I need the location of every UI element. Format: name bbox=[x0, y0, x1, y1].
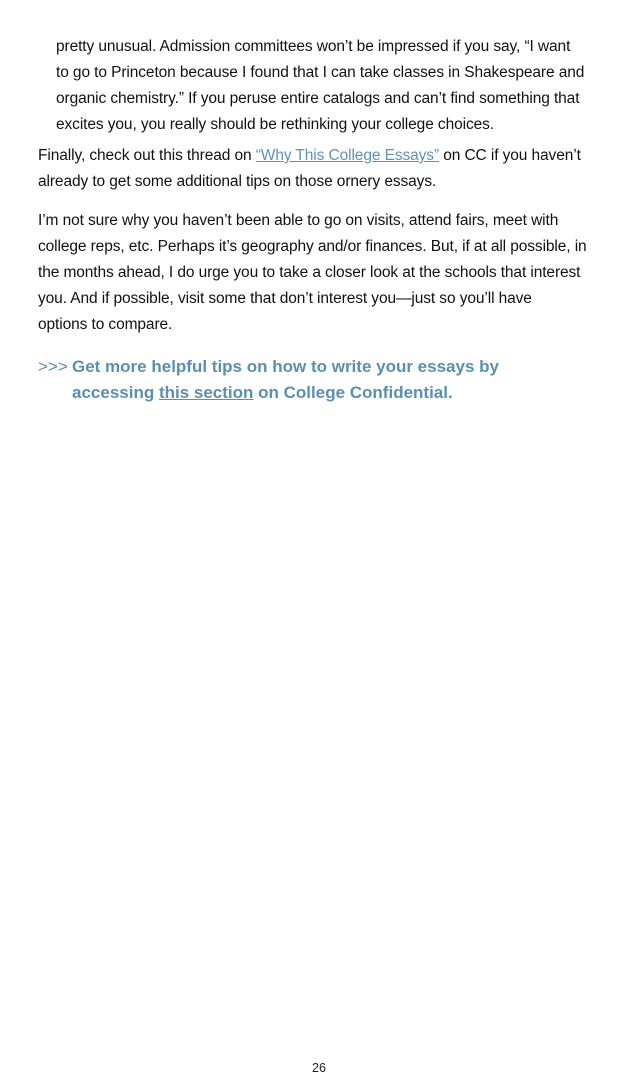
why-this-college-essays-link[interactable]: “Why This College Essays” bbox=[255, 147, 439, 164]
text-fragment: Finally, check out this thread on bbox=[38, 147, 256, 164]
cta-text: accessing bbox=[72, 383, 159, 402]
cta-text: Get more helpful tips on how to write your essays by bbox=[72, 357, 499, 376]
paragraph-line: to go to Princeton because I found that I can take classes in Shakespeare and bbox=[56, 64, 585, 81]
paragraph-line: college reps, etc. Perhaps it’s geography and/or finances. But, if at all possible, in bbox=[38, 238, 587, 255]
this-section-link[interactable]: this section bbox=[158, 383, 254, 402]
paragraph-line: organic chemistry.” If you peruse entire catalogs and can’t find something that bbox=[56, 90, 580, 107]
paragraph-not-sure bbox=[38, 208, 618, 338]
paragraph-finally bbox=[38, 143, 618, 195]
cta-line bbox=[38, 380, 618, 406]
cta-line bbox=[38, 354, 618, 380]
continued-paragraph bbox=[56, 34, 616, 138]
page-number: 26 bbox=[312, 1061, 326, 1075]
paragraph-line: options to compare. bbox=[38, 316, 173, 333]
paragraph-line: I’m not sure why you haven’t been able to go on visits, attend fairs, meet with bbox=[38, 212, 559, 229]
cta-text: on College Confidential. bbox=[253, 383, 453, 402]
paragraph-line: you. And if possible, visit some that don’t interest you—just so you’ll have bbox=[38, 290, 532, 307]
paragraph-line: the months ahead, I do urge you to take a closer look at the schools that interest bbox=[38, 264, 581, 281]
paragraph-line: excites you, you really should be rethinking your college choices. bbox=[56, 116, 494, 133]
paragraph-line bbox=[38, 143, 618, 169]
paragraph-line: already to get some additional tips on those ornery essays. bbox=[38, 173, 437, 190]
call-to-action bbox=[38, 354, 618, 406]
text-fragment: on CC if you haven’t bbox=[439, 147, 581, 164]
arrows-marker: >>> bbox=[38, 357, 68, 376]
paragraph-line: pretty unusual. Admission committees won’t be impressed if you say, “I want bbox=[56, 38, 571, 55]
